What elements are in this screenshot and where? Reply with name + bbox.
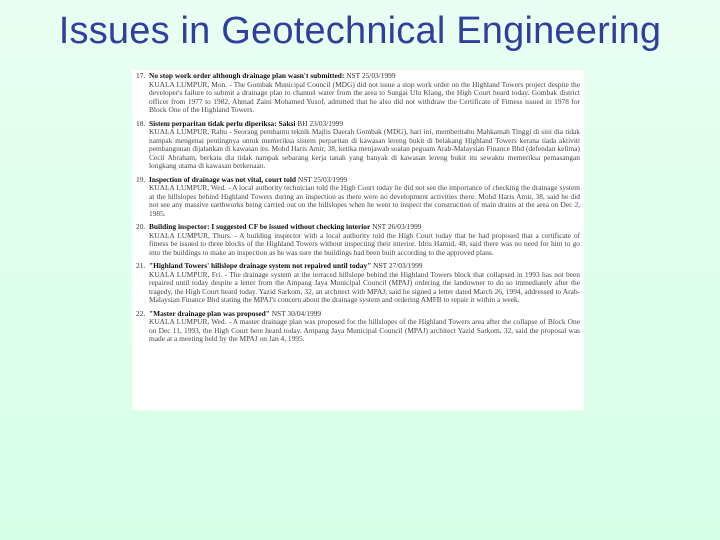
article-text: KUALA LUMPUR, Fri. - The drainage system at the terraced hillslope behind the Highland Towers block that collapsed in 1993 has not been repaired until today despite a letter from the Ampang Jaya Municipal Council (MPAJ) ordering the landowner to do so immediately after the tragedy, the High Court heard today. Yazid Sarkom, 32, an architect with MPAJ, said he signed a letter dated March 26, 1994, addressed to Arab-Malaysian Finance Bhd stating the MPAJ's concern about the drainage system and ordering AMFB to repair it within a week. — [149, 269, 580, 304]
article-item — [136, 120, 580, 171]
article-item — [136, 223, 580, 257]
news-clipping — [132, 70, 584, 410]
article-headline: No stop work order although drainage plan wasn't submitted: — [149, 71, 345, 80]
article-source: NST 27/03/1999 — [373, 261, 423, 270]
article-headline: "Highland Towers' hillslope drainage system not repaired until today" — [149, 261, 372, 270]
article-number: 17. — [136, 71, 146, 80]
article-text: KUALA LUMPUR, Thurs. - A building inspector with a local authority told the High Court today that he had proposed that a certificate of fitness be issued to three blocks of the Highland Towers without inspecting their interior. Idris Hamid, 48, said there was no need for him to go into the buildings to make an inspection as he was sure the buildings had been built according to the approved plans. — [149, 230, 580, 257]
article-number: 18. — [136, 118, 146, 128]
article-item — [136, 262, 580, 305]
article-source: NST 25/03/1999 — [346, 71, 396, 80]
slide-title: Issues in Geotechnical Engineering — [58, 10, 662, 52]
article-source: BH 23/03/1999 — [297, 118, 344, 128]
article-headline: Sistem perparitan tidak perlu diperiksa: Saksi — [149, 118, 296, 128]
article-number: 19. — [136, 174, 146, 184]
article-text: KUALA LUMPUR, Rabu - Seorang pembantu teknik Majlis Daerah Gombak (MDG), hari ini, memberitahu Mahkamah Tinggi di sini dia tidak nampak mengenai pentingnya untuk memeriksa sistem perparitan di kawasan lereng bukit di belakang Highland Towers kerana tiada aktiviti pembangunan dijalankan di kawasan itu. Mohd Haris Amir, 38, ketika menjawab soalan peguam Arab-Malaysian Finance Bhd (defendan kelima) Cecil Abraham, berkata dia tidak nampak sebarang kerja tanah yang banyak di kawasan lereng bukit itu sewaktu memeriksa pemasangan longkang utama di kawasan berkenaan. — [149, 127, 580, 170]
article-text: KUALA LUMPUR, Mon. - The Gombak Municipal Council (MDG) did not issue a stop work order on the Highland Towers project despite the developer's failure to submit a drainage plan to channel water from the area to Sungai Ulu Klang, the High Court heard today. Gombak district officer from 1977 to 1982, Ahmad Zaini Mohamed Yusof, admitted that he also did not withdraw the Certificate of Fitness issued in 1978 for Block One of the Highland Towers. — [149, 79, 580, 114]
article-number: 20. — [136, 222, 146, 231]
article-number: 22. — [136, 308, 146, 318]
article-item — [136, 176, 580, 219]
article-headline: Building inspector: I suggested CF be issued without checking interior — [149, 222, 371, 231]
article-item — [136, 310, 580, 344]
article-source: NST 25/03/1999 — [297, 174, 348, 184]
article-text: KUALA LUMPUR, Wed. - A master drainage plan was proposed for the hillslopes of the Highland Towers area after the collapse of Block One on Dec 11, 1993, the High Court here heard today. Ampang Jaya Municipal Council (MPAJ) architect Yazid Sarkom, 32, said the proposal was made at a meeting held by the MPAJ on Jan 4, 1995. — [149, 317, 580, 343]
article-headline: Inspection of drainage was not vital, court told — [149, 174, 296, 184]
article-source: NST 30/04/1999 — [271, 308, 322, 318]
article-item — [136, 72, 580, 115]
article-headline: "Master drainage plan was proposed" — [149, 308, 270, 318]
article-source: NST 26/03/1999 — [372, 222, 422, 231]
article-number: 21. — [136, 261, 146, 270]
article-text: KUALA LUMPUR, Wed. - A local authority technician told the High Court today he did not see the importance of checking the drainage system at the hillslopes behind Highland Towers during an inspection as there were no development activities there. Mohd Haris Amir, 38, said he did not see any massive earthworks being carried out on the hillslopes when he went to inspect the construction of main drains at the area on Dec 2, 1985. — [149, 183, 580, 218]
